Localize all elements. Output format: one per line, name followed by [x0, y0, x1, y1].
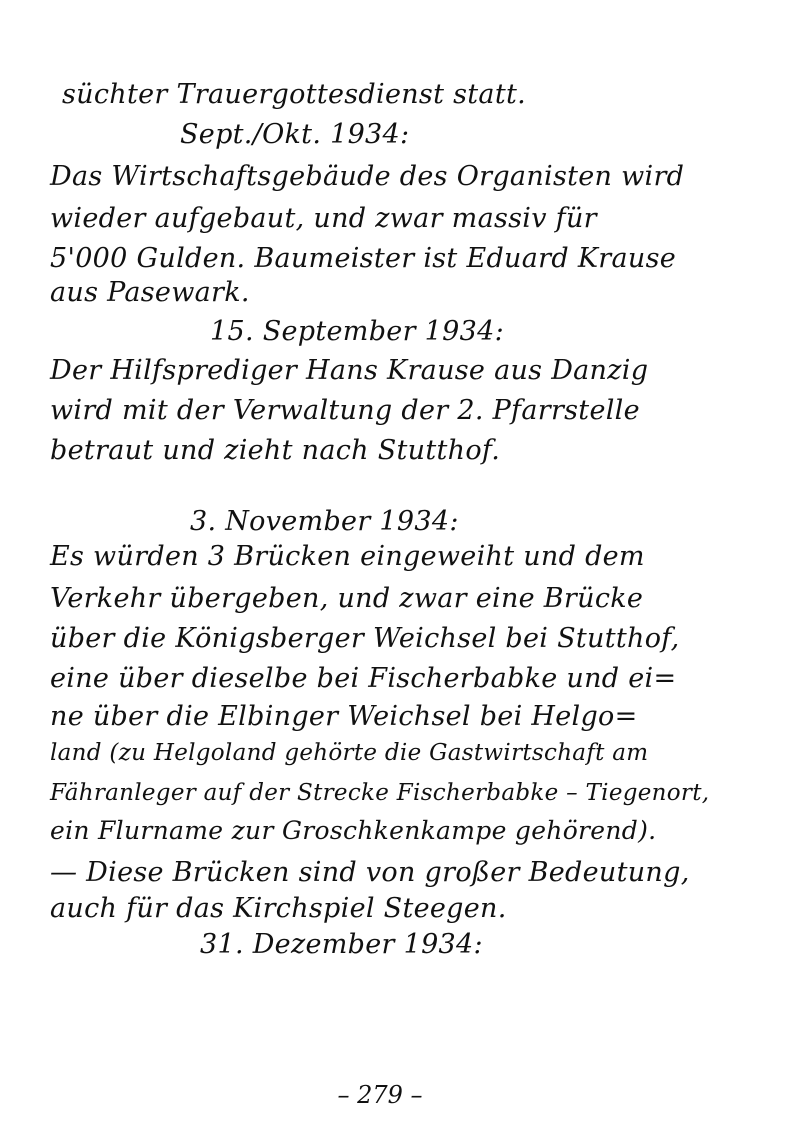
text-line: süchter Trauergottesdienst statt. [62, 79, 526, 110]
date-heading-31-dezember-1934: 31. Dezember 1934: [200, 929, 483, 960]
text-line: 5'000 Gulden. Baumeister ist Eduard Krause [50, 243, 677, 274]
text-line: eine über dieselbe bei Fischerbabke und ei= [50, 663, 677, 694]
text-line: Das Wirtschaftsgebäude des Organisten wird [50, 161, 685, 192]
text-line: ein Flurname zur Groschkenkampe gehörend). [50, 816, 657, 845]
text-line: wieder aufgebaut, und zwar massiv für [50, 203, 597, 234]
text-line: ne über die Elbinger Weichsel bei Helgo= [50, 701, 638, 732]
date-heading-sept-okt-1934: Sept./Okt. 1934: [180, 119, 410, 150]
text-line: wird mit der Verwaltung der 2. Pfarrstelle [50, 395, 640, 426]
text-line: Fähranleger auf der Strecke Fischerbabke – Tiegenort, [50, 780, 710, 806]
text-line: auch für das Kirchspiel Steegen. [50, 893, 507, 924]
text-line: — Diese Brücken sind von großer Bedeutung, [50, 857, 690, 888]
text-line: über die Königsberger Weichsel bei Stutthof, [50, 623, 680, 654]
text-line: betraut und zieht nach Stutthof. [50, 435, 501, 466]
date-heading-15-september-1934: 15. September 1934: [210, 316, 504, 347]
text-line: Es würden 3 Brücken eingeweiht und dem [50, 541, 645, 572]
text-line: Verkehr übergeben, und zwar eine Brücke [50, 583, 644, 614]
page-number: – 279 – [337, 1081, 423, 1109]
text-line: aus Pasewark. [50, 277, 250, 308]
text-line: land (zu Helgoland gehörte die Gastwirtschaft am [50, 740, 649, 766]
text-line: Der Hilfsprediger Hans Krause aus Danzig [50, 355, 649, 386]
date-heading-3-november-1934: 3. November 1934: [190, 506, 459, 537]
